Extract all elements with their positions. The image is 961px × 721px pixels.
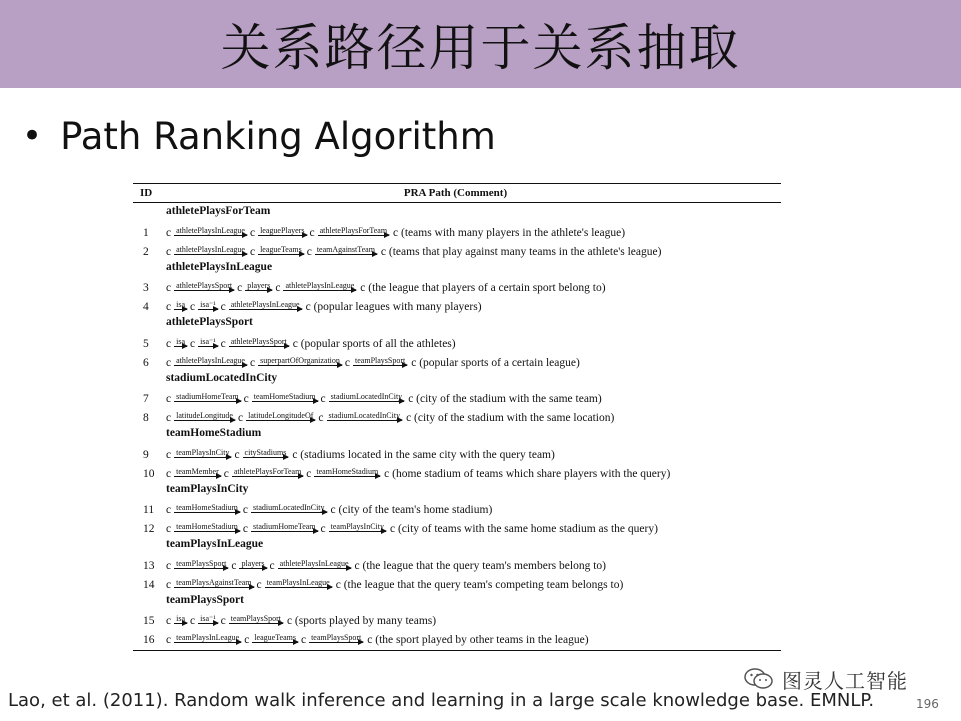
relation-arrow <box>251 503 327 513</box>
relation-group-header: stadiumLocatedInCity <box>166 371 278 384</box>
row-comment: c (the league that the query team's members belong to) <box>354 559 606 572</box>
arrow-line <box>258 235 306 236</box>
row-id: 4 <box>143 301 149 313</box>
relation-arrow <box>198 337 218 347</box>
node-c: c <box>166 282 172 294</box>
table-row <box>133 462 781 481</box>
node-c: c <box>234 448 240 461</box>
node-c: c <box>166 634 172 646</box>
arrow-line <box>315 254 377 255</box>
relation-label: athletePlaysInLeague <box>176 355 245 365</box>
table-row <box>133 443 781 462</box>
arrow-line <box>174 346 187 347</box>
arrow-line <box>252 642 298 643</box>
arrow-line <box>283 290 356 291</box>
relation-arrow <box>283 281 356 291</box>
relation-label: latitudeLongitudeOf <box>248 411 314 420</box>
relation-label: athletePlaysInLeague <box>230 300 300 309</box>
relation-label: teamPlaysInLeague <box>266 577 330 587</box>
node-c: c <box>344 356 351 369</box>
arrow-line <box>258 365 342 366</box>
relation-label: teamHomeStadium <box>176 522 238 531</box>
relation-group-header: athletePlaysSport <box>166 316 253 328</box>
pra-path-table <box>133 183 781 651</box>
node-c: c <box>237 412 244 424</box>
node-c: c <box>166 301 172 313</box>
relation-label: teamPlaysSport <box>176 558 227 568</box>
arrow-line <box>174 309 187 310</box>
node-c: c <box>231 559 237 572</box>
relation-arrow <box>174 337 187 347</box>
relation-arrow <box>174 559 228 569</box>
row-id: 15 <box>143 615 155 627</box>
relation-arrow <box>329 522 386 532</box>
arrow-line <box>329 401 405 402</box>
relation-label: teamAgainstTeam <box>316 244 375 254</box>
node-c: c <box>190 615 196 627</box>
arrow-line <box>314 476 380 477</box>
row-comment: c (home stadium of teams which share players with the query) <box>384 467 671 480</box>
node-c: c <box>249 356 256 369</box>
node-c: c <box>256 578 262 591</box>
relation-label: teamMember <box>176 466 219 476</box>
relation-arrow <box>239 559 266 569</box>
relation-arrow <box>174 392 241 402</box>
table-row <box>133 276 781 295</box>
node-c: c <box>190 301 196 313</box>
wechat-icon <box>744 667 774 691</box>
relation-arrow <box>174 578 253 588</box>
row-comment: c (city of the stadium with the same location) <box>406 412 615 424</box>
arrow-line <box>229 623 283 624</box>
node-c: c <box>166 337 172 350</box>
relation-arrow <box>252 392 318 402</box>
table-row <box>133 240 781 259</box>
node-c: c <box>220 301 226 313</box>
arrow-line <box>174 531 240 532</box>
arrow-line <box>174 642 241 643</box>
row-id: 13 <box>143 559 155 572</box>
row-comment: c (the league that players of a certain sport belong to) <box>360 282 606 294</box>
relation-label: athletePlaysSport <box>176 281 233 290</box>
relation-label: leagueTeams <box>260 244 302 254</box>
relation-arrow <box>353 356 407 366</box>
header-path: PRA Path (Comment) <box>403 187 508 199</box>
relation-label: players <box>241 558 265 568</box>
relation-arrow <box>243 448 289 458</box>
relation-label: isa⁻¹ <box>200 300 216 309</box>
relation-label: stadiumHomeTeam <box>176 392 239 401</box>
node-c: c <box>166 226 172 239</box>
node-c: c <box>166 578 172 591</box>
relation-arrow <box>327 411 403 421</box>
arrow-line <box>198 309 218 310</box>
relation-arrow <box>174 281 234 291</box>
arrow-line <box>174 235 247 236</box>
row-comment: c (teams with many players in the athlete's league) <box>393 226 626 239</box>
relation-arrow <box>229 337 289 347</box>
row-id: 11 <box>143 504 155 516</box>
row-id: 6 <box>143 356 149 369</box>
relation-arrow <box>258 356 342 366</box>
relation-arrow <box>232 467 303 477</box>
node-c: c <box>249 226 256 239</box>
arrow-line <box>174 568 228 569</box>
table-header <box>133 184 781 202</box>
node-c: c <box>320 523 326 535</box>
relation-arrow <box>174 226 247 236</box>
bullet-dot-icon: • <box>22 116 43 156</box>
node-c: c <box>190 337 196 350</box>
relation-label: athletePlaysSport <box>230 336 287 346</box>
relation-label: leagueTeams <box>254 633 296 642</box>
node-c: c <box>220 337 226 350</box>
row-id: 7 <box>143 393 149 405</box>
relation-label: teamPlaysInCity <box>330 522 384 531</box>
relation-arrow <box>174 633 241 643</box>
relation-group-header: teamPlaysInLeague <box>166 538 264 550</box>
node-c: c <box>242 504 248 516</box>
arrow-line <box>174 512 240 513</box>
relation-arrow <box>314 467 380 477</box>
relation-arrow <box>174 614 187 624</box>
row-comment: c (popular sports of all the athletes) <box>292 337 456 350</box>
relation-label: athletePlaysInLeague <box>279 558 349 568</box>
relation-label: teamPlaysSport <box>230 614 281 623</box>
table-bottom-rule <box>133 650 781 651</box>
relation-label: isa⁻¹ <box>200 614 216 623</box>
relation-label: players <box>247 281 271 290</box>
relation-label: teamPlaysInCity <box>176 447 230 457</box>
table-row <box>133 387 781 406</box>
arrow-line <box>251 512 327 513</box>
node-c: c <box>306 245 312 258</box>
relation-arrow <box>174 522 240 532</box>
row-id: 10 <box>143 467 155 480</box>
node-c: c <box>166 467 172 480</box>
relation-label: teamPlaysSport <box>311 633 362 642</box>
relation-arrow <box>315 245 377 255</box>
relation-arrow <box>245 281 272 291</box>
arrow-line <box>198 346 218 347</box>
node-c: c <box>309 226 315 239</box>
node-c: c <box>166 412 172 424</box>
relation-arrow <box>174 411 235 421</box>
table-row <box>133 332 781 351</box>
node-c: c <box>166 448 172 461</box>
arrow-line <box>232 476 303 477</box>
relation-label: teamPlaysAgainstTeam <box>176 577 252 587</box>
node-c: c <box>166 356 172 369</box>
relation-arrow <box>309 633 363 643</box>
table-row <box>133 628 781 647</box>
table-row <box>133 573 781 592</box>
arrow-line <box>258 254 304 255</box>
relation-arrow <box>251 522 318 532</box>
relation-arrow <box>174 245 247 255</box>
relation-arrow <box>174 448 231 458</box>
arrow-line <box>174 587 253 588</box>
arrow-line <box>243 457 289 458</box>
arrow-line <box>174 420 235 421</box>
arrow-line <box>174 457 231 458</box>
arrow-line <box>174 401 241 402</box>
arrow-line <box>174 254 247 255</box>
node-c: c <box>237 282 243 294</box>
relation-arrow <box>229 614 283 624</box>
arrow-line <box>329 531 386 532</box>
row-comment: c (sports played by many teams) <box>286 615 437 627</box>
row-comment: c (the sport played by other teams in the league) <box>367 634 589 646</box>
row-comment: c (teams that play against many teams in the athlete's league) <box>380 245 662 258</box>
citation: Lao, et al. (2011). Random walk inference and learning in a large scale knowledge base. EMNLP. <box>8 690 875 711</box>
relation-label: isa <box>176 336 185 346</box>
relation-label: isa <box>176 300 185 309</box>
table-row <box>133 554 781 573</box>
relation-label: teamHomeStadium <box>176 503 238 512</box>
relation-group-header: teamHomeStadium <box>166 427 262 439</box>
arrow-line <box>246 420 315 421</box>
relation-arrow <box>252 633 298 643</box>
relation-arrow <box>174 300 187 310</box>
node-c: c <box>166 523 172 535</box>
row-id: 2 <box>143 245 149 258</box>
row-comment: c (the league that the query team's competing team belongs to) <box>335 578 624 591</box>
node-c: c <box>166 245 172 258</box>
relation-arrow <box>198 300 218 310</box>
node-c: c <box>244 634 250 646</box>
row-id: 16 <box>143 634 155 646</box>
relation-label: teamPlaysSport <box>355 355 406 365</box>
node-c: c <box>220 615 226 627</box>
relation-group-header: athletePlaysInLeague <box>166 260 273 273</box>
watermark-text: 图灵人工智能 <box>782 668 908 693</box>
relation-label: cityStadiums <box>244 447 287 457</box>
relation-label: superpartOfOrganization <box>260 355 340 365</box>
relation-label: latitudeLongitude <box>176 411 233 420</box>
node-c: c <box>306 467 312 480</box>
node-c: c <box>166 504 172 516</box>
relation-arrow <box>174 467 221 477</box>
relation-arrow <box>278 559 351 569</box>
relation-arrow <box>318 226 389 236</box>
table-row <box>133 406 781 425</box>
relation-label: stadiumLocatedInCity <box>252 503 325 512</box>
node-c: c <box>242 523 248 535</box>
node-c: c <box>275 282 281 294</box>
node-c: c <box>166 615 172 627</box>
node-c: c <box>318 412 324 424</box>
bullet-item <box>22 108 496 164</box>
row-comment: c (stadiums located in the same city with the query team) <box>292 448 555 461</box>
row-id: 1 <box>143 226 149 239</box>
relation-arrow <box>229 300 302 310</box>
row-comment: c (city of teams with the same home stadium as the query) <box>389 523 658 535</box>
arrow-line <box>278 568 351 569</box>
relation-label: stadiumLocatedInCity <box>330 392 403 401</box>
row-id: 9 <box>143 448 149 461</box>
relation-label: teamPlaysInLeague <box>176 633 240 642</box>
relation-arrow <box>329 392 405 402</box>
relation-label: isa <box>176 614 185 623</box>
row-id: 8 <box>143 412 149 424</box>
relation-label: stadiumLocatedInCity <box>328 411 401 420</box>
header-id: ID <box>140 187 153 199</box>
arrow-line <box>229 346 289 347</box>
relation-group-header: athletePlaysForTeam <box>166 205 271 217</box>
row-id: 12 <box>143 523 155 535</box>
arrow-line <box>353 365 407 366</box>
arrow-line <box>318 235 389 236</box>
table-row <box>133 351 781 370</box>
table-body <box>133 203 781 647</box>
arrow-line <box>251 531 318 532</box>
node-c: c <box>243 393 249 405</box>
node-c: c <box>166 393 172 405</box>
relation-arrow <box>198 614 218 624</box>
node-c: c <box>249 245 256 258</box>
relation-label: athletePlaysInLeague <box>176 225 245 235</box>
relation-label: athletePlaysInLeague <box>176 244 245 254</box>
row-comment: c (city of the stadium with the same team) <box>408 393 602 405</box>
slide-title: 关系路径用于关系抽取 <box>220 19 741 77</box>
relation-arrow <box>174 503 240 513</box>
arrow-line <box>309 642 363 643</box>
relation-label: teamHomeStadium <box>316 466 379 476</box>
arrow-line <box>174 290 234 291</box>
page-number: 196 <box>916 697 939 711</box>
title-bar <box>0 0 961 88</box>
bullet-text: Path Ranking Algorithm <box>60 114 496 158</box>
relation-label: athletePlaysForTeam <box>233 466 302 476</box>
row-comment: c (popular leagues with many players) <box>305 301 482 313</box>
arrow-line <box>198 623 218 624</box>
relation-group-header: teamPlaysSport <box>166 593 244 606</box>
node-c: c <box>166 559 172 572</box>
table-row <box>133 498 781 517</box>
relation-label: isa⁻¹ <box>200 336 216 346</box>
row-comment: c (popular sports of a certain league) <box>411 356 580 369</box>
arrow-line <box>252 401 318 402</box>
table-row <box>133 295 781 314</box>
row-id: 5 <box>143 337 149 350</box>
node-c: c <box>320 393 326 405</box>
table-row <box>133 609 781 628</box>
relation-arrow <box>174 356 247 366</box>
relation-label: stadiumHomeTeam <box>252 522 316 531</box>
arrow-line <box>174 476 221 477</box>
row-comment: c (city of the team's home stadium) <box>330 504 493 516</box>
relation-group-header: teamPlaysInCity <box>166 482 249 495</box>
arrow-line <box>239 568 266 569</box>
node-c: c <box>300 634 307 646</box>
row-id: 3 <box>143 282 149 294</box>
relation-arrow <box>258 226 306 236</box>
arrow-line <box>229 309 302 310</box>
arrow-line <box>174 365 247 366</box>
relation-label: teamHomeStadium <box>253 392 316 401</box>
table-row <box>133 221 781 240</box>
row-id: 14 <box>143 578 155 591</box>
node-c: c <box>223 467 229 480</box>
arrow-line <box>265 587 332 588</box>
table-row <box>133 517 781 536</box>
relation-arrow <box>265 578 332 588</box>
relation-label: athletePlaysInLeague <box>285 281 355 290</box>
node-c: c <box>269 559 275 572</box>
relation-label: athletePlaysForTeam <box>319 225 388 235</box>
relation-arrow <box>258 245 304 255</box>
arrow-line <box>174 623 187 624</box>
relation-arrow <box>246 411 315 421</box>
relation-label: leaguePlayers <box>260 225 305 235</box>
arrow-line <box>327 420 403 421</box>
arrow-line <box>245 290 272 291</box>
